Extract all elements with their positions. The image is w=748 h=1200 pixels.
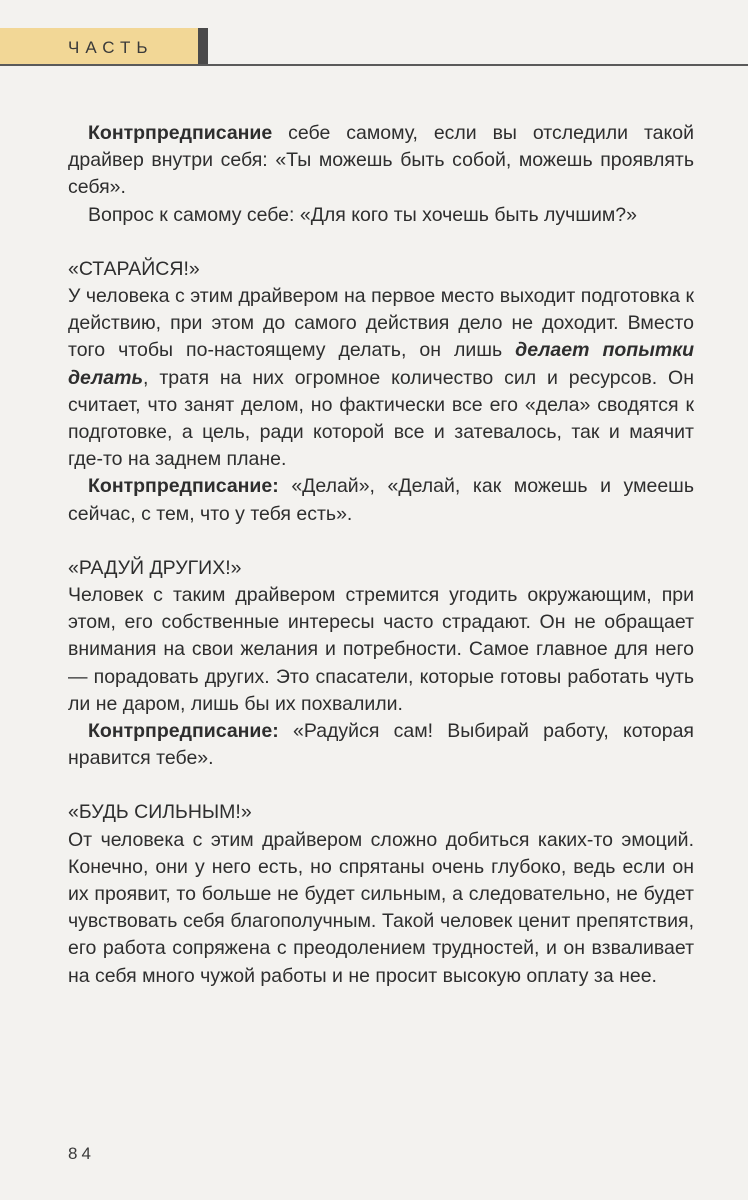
- heading-please-others: «РАДУЙ ДРУГИХ!»: [68, 556, 242, 579]
- please-others-counter-label: Контрпредписание:: [88, 720, 279, 743]
- try-hard-text-after: , тратя на них огромное количество сил и ресурсов. Он считает, что занят делом, но фактически все его «дела» сводятся к подготовке, а цель, ради которой все и затевалось, так и маячит где-то на заднем плане.: [68, 366, 694, 471]
- spacer: [68, 772, 694, 799]
- try-hard-text-before: У человека с этим драйвером на первое место выходит подготовка к действию, при этом до самого действия дело не доходит. Вместо того чтобы по-настоящему делать, он лишь: [68, 285, 694, 362]
- intro-counter-label: Контрпредписание: [88, 122, 273, 144]
- spacer: [68, 528, 694, 555]
- intro-question: Вопрос к самому себе: «Для кого ты хочешь быть лучшим?»: [88, 203, 637, 226]
- section-tab-bar: [198, 28, 208, 66]
- be-strong-paragraph: От человека с этим драйвером сложно добиться каких-то эмоций. Конечно, они у него есть, но спрятаны очень глубоко, ведь если он их проявит, то больше не будет сильным, а следовательно, не будет чувствовать себя благополучным. Такой человек ценит препятствия, его работа сопряжена с преодолением трудностей, и он взваливает на себя много чужой работы и не просит высокую оплату за нее.: [68, 828, 694, 987]
- page-body: [68, 120, 694, 990]
- header-rule: [0, 64, 748, 66]
- try-hard-emphasis: делает попытки делать: [68, 339, 695, 389]
- try-hard-counter-text: «Делай», «Делай, как можешь и умеешь сейчас, с тем, что у тебя есть».: [68, 475, 694, 525]
- please-others-counter-paragraph: [68, 718, 694, 772]
- try-hard-paragraph: [68, 283, 694, 473]
- try-hard-counter-label: Контрпредписание:: [88, 475, 279, 498]
- heading-try-hard: «СТАРАЙСЯ!»: [68, 257, 200, 280]
- please-others-counter-text: «Радуйся сам! Выбирай работу, которая нравится тебе».: [68, 720, 694, 770]
- intro-counter-paragraph: [68, 120, 694, 202]
- page-number: 84: [68, 1144, 95, 1163]
- spacer: [68, 229, 694, 256]
- heading-be-strong: «БУДЬ СИЛЬНЫМ!»: [68, 801, 252, 824]
- try-hard-counter-paragraph: [68, 473, 694, 527]
- section-label: ЧАСТЬ: [68, 38, 154, 57]
- please-others-paragraph: Человек с таким драйвером стремится угодить окружающим, при этом, его собственные интересы часто страдают. Он не обращает внимания на свои желания и потребности. Самое главное для него — порадовать других. Это спасатели, которые готовы работать чуть ли не даром, лишь бы их похвалили.: [68, 584, 694, 715]
- intro-counter-text: себе самому, если вы отследили такой драйвер внутри себя: «Ты можешь быть собой, можешь проявлять себя».: [68, 122, 694, 199]
